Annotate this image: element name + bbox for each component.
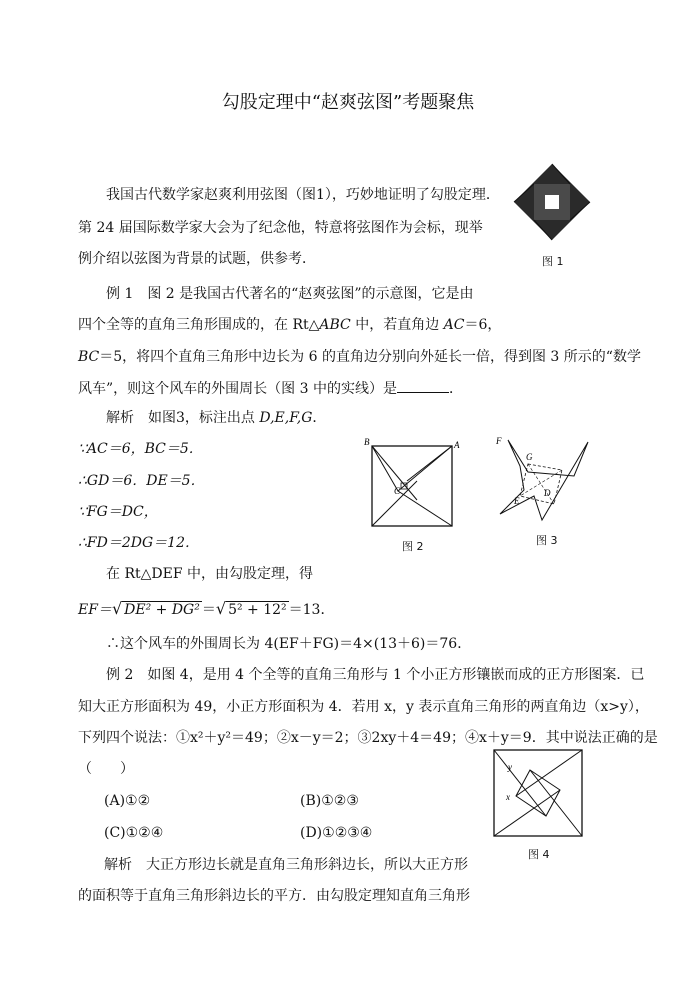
figure-1-image [512,162,592,242]
figure-3-image [492,434,598,526]
fig3-label-G: G [526,452,533,462]
fig2-label-C: C [394,486,401,496]
fig1-center-square [545,195,559,209]
ex2-line-4: （ ） [78,761,134,777]
intro-line-1: 我国古代数学家赵爽利用弦图（图1），巧妙地证明了勾股定理． [106,187,500,203]
sol1-step-4: ∴FD＝2DG＝12． [78,535,199,551]
sol1-conclusion: ∴这个风车的外围周长为 4(EF＋FG)＝4×(13＋6)＝76． [106,636,472,652]
sol2-line-1: 解析 大正方形边长就是直角三角形斜边长，所以大正方形 [104,857,468,873]
fig2-label-A: A [454,440,460,450]
ex1-line-2: 四个全等的直角三角形围成的，在 Rt△ABC 中，若直角边 AC＝6， [78,317,502,333]
sol1-step-3: ∵FG＝DC， [78,504,158,520]
option-d[interactable]: (D)①②③④ [300,825,373,841]
sol1-step-2: ∴GD＝6．DE＝5． [78,473,205,489]
ex2-line-3: 下列四个说法：①x²＋y²＝49；②x－y＝2；③2xy＋4＝49；④x＋y＝9．其中说法正确的是 [78,730,658,746]
fig4-label-x: x [506,792,510,802]
figure-2-caption: 图 2 [402,540,424,553]
ex1-line-3: BC＝5，将四个直角三角形中边长为 6 的直角边分别向外延长一倍，得到图 3 所示的“数学 [78,349,641,365]
fig3-label-F: F [496,436,502,446]
fig3-label-D: D [544,488,551,498]
option-c[interactable]: (C)①②④ [104,825,164,841]
option-b[interactable]: (B)①②③ [300,793,359,809]
figure-4-image [490,748,586,838]
fig2-label-B: B [364,437,370,447]
ex2-line-1: 例 2 如图 4，是用 4 个全等的直角三角形与 1 个小正方形镶嵌而成的正方形图案．已 [106,667,645,683]
ex1-line-1: 例 1 图 2 是我国古代著名的“赵爽弦图”的示意图，它是由 [106,286,474,302]
fig4-label-y: y [508,762,512,772]
ex2-line-2: 知大正方形面积为 49，小正方形面积为 4．若用 x，y 表示直角三角形的两直角边（x>y）， [78,699,649,715]
intro-line-2: 第 24 届国际数学家大会为了纪念他，特意将弦图作为会标，现举 [78,220,483,236]
sol2-line-2: 的面积等于直角三角形斜边长的平方．由勾股定理知直角三角形 [78,888,470,904]
figure-2-image [362,436,462,536]
sol1-equation: EF＝√ DE² + DG² ＝√ 5² + 12² ＝13． [78,599,335,618]
ex1-line-4: 风车”，则这个风车的外围周长（图 3 中的实线）是 ． [78,381,463,397]
figure-1-caption: 图 1 [542,255,564,268]
answer-blank[interactable] [397,379,449,393]
fig3-label-E: E [514,496,520,506]
page-title: 勾股定理中“赵爽弦图”考题聚焦 [221,92,475,113]
figure-4-caption: 图 4 [528,848,550,861]
sol1-step-5: 在 Rt△DEF 中，由勾股定理，得 [106,566,313,582]
sol1-step-1: ∵AC＝6，BC＝5． [78,441,203,457]
sol1-head: 解析 如图3，标注出点 D,E,F,G． [106,410,327,426]
option-a[interactable]: (A)①② [104,793,151,809]
figure-3-caption: 图 3 [536,534,558,547]
intro-line-3: 例介绍以弦图为背景的试题，供参考． [78,251,316,267]
